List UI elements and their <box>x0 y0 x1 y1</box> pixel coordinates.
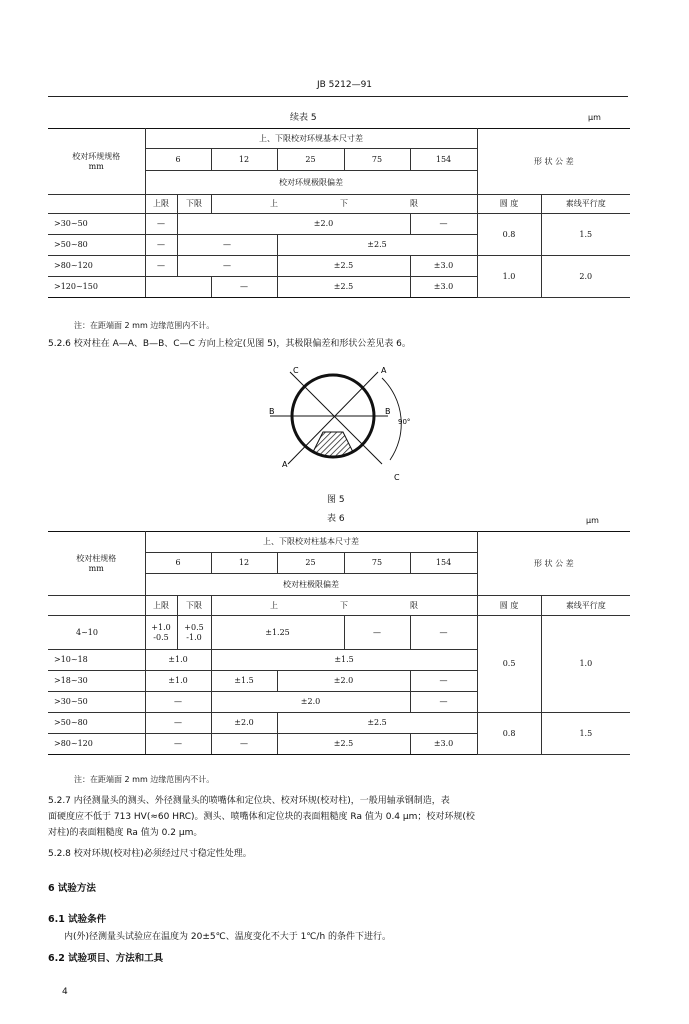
table6 <box>48 531 630 755</box>
para-6-1: 内(外)径测量头试验应在温度为 20±5℃、温度变化不大于 1℃/h 的条件下进行。 <box>64 932 392 942</box>
table6-size-75: 75 <box>344 553 410 574</box>
document-header: JB 5212—91 <box>316 80 373 90</box>
para-5-2-6: 5.2.6 校对柱在 A—A、B—B、C—C 方向上检定(见图 5)，其极限偏差和形状公差见表 6。 <box>48 339 411 349</box>
table6-parallel-2: 1.5 <box>541 713 630 755</box>
label-b-right: B <box>385 407 391 416</box>
table6-upper: 上限 <box>145 596 177 616</box>
table6-caption: 表 6 <box>327 514 345 524</box>
table6-lower: 下限 <box>177 596 211 616</box>
header-rule <box>48 96 628 97</box>
table5-roundness-1: 0.8 <box>477 214 541 256</box>
section-6-heading: 6 试验方法 <box>48 883 96 894</box>
para-5-2-8: 5.2.8 校对环规(校对柱)必须经过尺寸稳定性处理。 <box>48 849 252 859</box>
table5 <box>48 128 630 298</box>
table-row: >120~150 — ±2.5 ±3.0 <box>48 277 630 298</box>
para-5-2-7-line2: 面硬度应不低于 713 HV(≈60 HRC)。测头、喷嘴体和定位块的表面粗糙度 Ra 值为 0.4 μm；校对环规(校 <box>48 812 475 822</box>
table6-mid-header: 上 下 限 <box>211 596 477 616</box>
table6-roundness-2: 0.8 <box>477 713 541 755</box>
table5-parallel-header: 素线平行度 <box>541 195 630 214</box>
table-row: >30~50 — ±2.0 — 0.8 1.5 <box>48 214 630 235</box>
table6-limit-header: 校对柱极限偏差 <box>145 574 477 596</box>
table-row: >18~30 ±1.0 ±1.5 ±2.0 — <box>48 671 630 692</box>
para-5-2-7-line1: 5.2.7 内径测量头的测头、外径测量头的喷嘴体和定位块、校对环规(校对柱)，一般用轴承钢制造，表 <box>48 796 450 806</box>
table5-note: 注：在距端面 2 mm 边缘范围内不计。 <box>74 321 215 330</box>
table5-caption: 续表 5 <box>290 113 317 123</box>
table5-parallel-2: 2.0 <box>541 256 630 298</box>
table6-shape-header: 形 状 公 差 <box>477 532 630 596</box>
label-c-bottom: C <box>394 473 400 482</box>
table6-note: 注：在距端面 2 mm 边缘范围内不计。 <box>74 775 215 784</box>
table-row: >80~120 — — ±2.5 ±3.0 <box>48 734 630 755</box>
table5-roundness-2: 1.0 <box>477 256 541 298</box>
table-row: >50~80 — — ±2.5 <box>48 235 630 256</box>
table5-size-154: 154 <box>410 149 477 171</box>
table5-shape-header: 形 状 公 差 <box>477 129 630 195</box>
table6-unit: μm <box>586 516 599 525</box>
para-5-2-7-line3: 对柱)的表面粗糙度 Ra 值为 0.2 μm。 <box>48 828 203 838</box>
table6-size-154: 154 <box>410 553 477 574</box>
table6-group-header: 上、下限校对柱基本尺寸差 <box>145 532 477 553</box>
label-a-top: A <box>381 366 387 375</box>
table6-roundness-1: 0.5 <box>477 616 541 713</box>
table-row: >80~120 — — ±2.5 ±3.0 1.0 2.0 <box>48 256 630 277</box>
table-row: 4~10 +1.0 -0.5 +0.5 -1.0 ±1.25 — — 0.5 1.0 <box>48 616 630 650</box>
table5-spec-header: 校对环规规格 mm <box>48 129 145 195</box>
label-c-top: C <box>293 366 299 375</box>
table5-size-25: 25 <box>277 149 344 171</box>
table5-size-75: 75 <box>344 149 410 171</box>
table6-size-12: 12 <box>211 553 277 574</box>
table5-parallel-1: 1.5 <box>541 214 630 256</box>
table6-parallel-header: 素线平行度 <box>541 596 630 616</box>
table6-parallel-1: 1.0 <box>541 616 630 713</box>
table-row: >50~80 — ±2.0 ±2.5 0.8 1.5 <box>48 713 630 734</box>
label-a-bottom: A <box>282 460 288 469</box>
table5-limit-header: 校对环规极限偏差 <box>145 171 477 195</box>
table6-roundness-header: 圆 度 <box>477 596 541 616</box>
table5-size-12: 12 <box>211 149 277 171</box>
section-6-2-heading: 6.2 试验项目、方法和工具 <box>48 953 164 964</box>
table5-unit: μm <box>588 113 601 122</box>
table6-size-6: 6 <box>145 553 211 574</box>
table5-roundness-header: 圆 度 <box>477 195 541 214</box>
table5-mid-header: 上 下 限 <box>211 195 477 214</box>
figure5-caption: 图 5 <box>327 495 345 505</box>
table-row: >10~18 ±1.0 ±1.5 <box>48 650 630 671</box>
label-angle: 90° <box>398 418 411 426</box>
table6-spec-header: 校对柱规格 mm <box>48 532 145 596</box>
figure5-diagram <box>250 360 420 485</box>
table6-size-25: 25 <box>277 553 344 574</box>
page-number: 4 <box>62 987 68 997</box>
section-6-1-heading: 6.1 试验条件 <box>48 914 107 925</box>
table5-upper: 上限 <box>145 195 177 214</box>
table-row: >30~50 — ±2.0 — <box>48 692 630 713</box>
table5-group-header: 上、下限校对环规基本尺寸差 <box>145 129 477 149</box>
table5-size-6: 6 <box>145 149 211 171</box>
table5-lower: 下限 <box>177 195 211 214</box>
label-b-left: B <box>269 407 275 416</box>
